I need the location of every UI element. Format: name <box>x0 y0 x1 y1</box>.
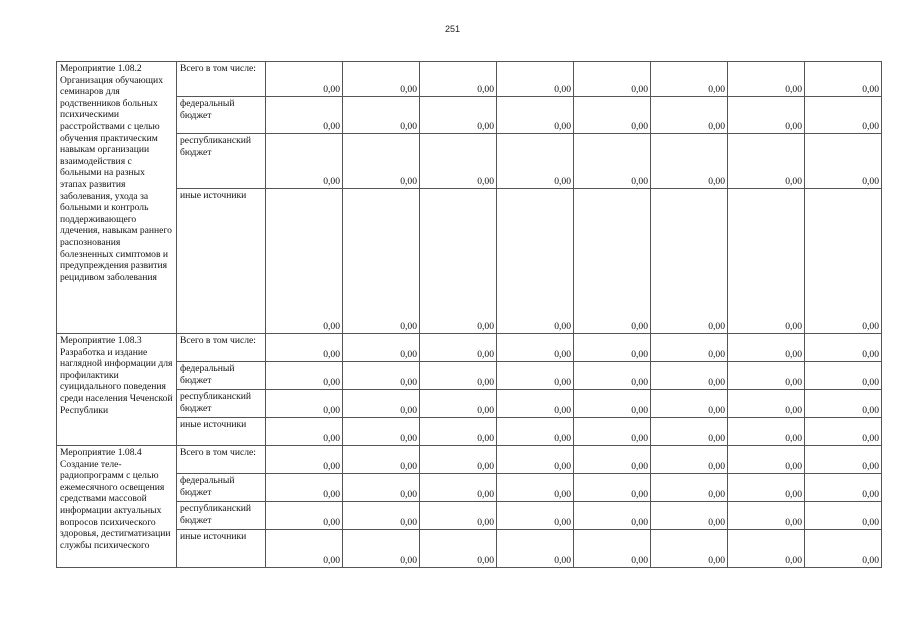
table-row <box>57 62 882 97</box>
event-description: Мероприятие 1.08.4 Создание теле-радиопрограмм с целью ежемесячного освещения средствами массовой информации актуальных вопросов психического здоровья, дестигматизации службы психического <box>57 446 177 568</box>
funding-source: Всего в том числе: <box>177 62 266 97</box>
amount-cell: 0,00 <box>266 62 343 97</box>
amount-cell: 0,00 <box>266 390 343 418</box>
amount-cell: 0,00 <box>728 334 805 362</box>
amount-cell: 0,00 <box>420 97 497 134</box>
amount-cell: 0,00 <box>574 502 651 530</box>
event-description: Мероприятие 1.08.2 Организация обучающих семинаров для родственников больных психическими расстройствами с целью обучения практическим навыкам организации взаимодействия с больными на разных этапах развития заболевания, ухода за больными и контроль поддерживающего лдечения, навыкам раннего распознования болезненных симптомов и предупреждения развития рецидивом заболевания <box>57 62 177 334</box>
amount-cell: 0,00 <box>497 134 574 189</box>
amount-cell: 0,00 <box>651 189 728 334</box>
amount-cell: 0,00 <box>574 418 651 446</box>
amount-cell: 0,00 <box>574 446 651 474</box>
table-row <box>57 362 882 390</box>
table-row <box>57 97 882 134</box>
funding-source: иные источники <box>177 418 266 446</box>
amount-cell: 0,00 <box>420 446 497 474</box>
amount-cell: 0,00 <box>728 530 805 568</box>
amount-cell: 0,00 <box>420 189 497 334</box>
amount-cell: 0,00 <box>497 390 574 418</box>
funding-source: Всего в том числе: <box>177 334 266 362</box>
amount-cell: 0,00 <box>574 134 651 189</box>
amount-cell: 0,00 <box>805 418 882 446</box>
amount-cell: 0,00 <box>266 362 343 390</box>
funding-source: Всего в том числе: <box>177 446 266 474</box>
amount-cell: 0,00 <box>805 189 882 334</box>
amount-cell: 0,00 <box>651 334 728 362</box>
amount-cell: 0,00 <box>266 502 343 530</box>
amount-cell: 0,00 <box>805 334 882 362</box>
amount-cell: 0,00 <box>651 502 728 530</box>
amount-cell: 0,00 <box>497 418 574 446</box>
amount-cell: 0,00 <box>343 334 420 362</box>
amount-cell: 0,00 <box>728 418 805 446</box>
amount-cell: 0,00 <box>266 474 343 502</box>
amount-cell: 0,00 <box>420 390 497 418</box>
amount-cell: 0,00 <box>574 97 651 134</box>
funding-source: федеральный бюджет <box>177 97 266 134</box>
amount-cell: 0,00 <box>420 474 497 502</box>
table-row <box>57 418 882 446</box>
amount-cell: 0,00 <box>728 502 805 530</box>
funding-source: республиканский бюджет <box>177 134 266 189</box>
amount-cell: 0,00 <box>266 418 343 446</box>
amount-cell: 0,00 <box>343 390 420 418</box>
amount-cell: 0,00 <box>574 334 651 362</box>
amount-cell: 0,00 <box>651 97 728 134</box>
amount-cell: 0,00 <box>420 134 497 189</box>
amount-cell: 0,00 <box>343 134 420 189</box>
amount-cell: 0,00 <box>805 62 882 97</box>
amount-cell: 0,00 <box>805 502 882 530</box>
amount-cell: 0,00 <box>574 362 651 390</box>
amount-cell: 0,00 <box>728 189 805 334</box>
amount-cell: 0,00 <box>574 530 651 568</box>
amount-cell: 0,00 <box>497 446 574 474</box>
amount-cell: 0,00 <box>651 62 728 97</box>
funding-source: иные источники <box>177 189 266 334</box>
amount-cell: 0,00 <box>343 189 420 334</box>
amount-cell: 0,00 <box>805 530 882 568</box>
table-row <box>57 334 882 362</box>
amount-cell: 0,00 <box>574 390 651 418</box>
amount-cell: 0,00 <box>651 530 728 568</box>
amount-cell: 0,00 <box>497 62 574 97</box>
amount-cell: 0,00 <box>497 189 574 334</box>
amount-cell: 0,00 <box>343 62 420 97</box>
amount-cell: 0,00 <box>497 334 574 362</box>
amount-cell: 0,00 <box>651 474 728 502</box>
amount-cell: 0,00 <box>574 189 651 334</box>
amount-cell: 0,00 <box>805 446 882 474</box>
funding-source: иные источники <box>177 530 266 568</box>
funding-table <box>56 61 882 568</box>
amount-cell: 0,00 <box>343 530 420 568</box>
amount-cell: 0,00 <box>420 418 497 446</box>
amount-cell: 0,00 <box>728 62 805 97</box>
page-number: 251 <box>444 24 461 34</box>
table-row <box>57 446 882 474</box>
funding-source: республиканский бюджет <box>177 390 266 418</box>
amount-cell: 0,00 <box>805 474 882 502</box>
amount-cell: 0,00 <box>343 446 420 474</box>
amount-cell: 0,00 <box>497 530 574 568</box>
amount-cell: 0,00 <box>728 390 805 418</box>
amount-cell: 0,00 <box>728 134 805 189</box>
funding-source: республиканский бюджет <box>177 502 266 530</box>
event-description: Мероприятие 1.08.3 Разработка и издание наглядной информации для профилактики суицидального поведения среди населения Чеченской Республики <box>57 334 177 446</box>
amount-cell: 0,00 <box>497 97 574 134</box>
amount-cell: 0,00 <box>266 189 343 334</box>
amount-cell: 0,00 <box>728 446 805 474</box>
amount-cell: 0,00 <box>574 62 651 97</box>
funding-table-body <box>57 62 882 568</box>
amount-cell: 0,00 <box>728 474 805 502</box>
amount-cell: 0,00 <box>343 418 420 446</box>
table-row <box>57 530 882 568</box>
amount-cell: 0,00 <box>343 474 420 502</box>
amount-cell: 0,00 <box>651 446 728 474</box>
amount-cell: 0,00 <box>651 362 728 390</box>
funding-source: федеральный бюджет <box>177 474 266 502</box>
amount-cell: 0,00 <box>651 418 728 446</box>
amount-cell: 0,00 <box>805 362 882 390</box>
amount-cell: 0,00 <box>343 97 420 134</box>
amount-cell: 0,00 <box>805 97 882 134</box>
amount-cell: 0,00 <box>497 362 574 390</box>
amount-cell: 0,00 <box>728 97 805 134</box>
amount-cell: 0,00 <box>266 530 343 568</box>
amount-cell: 0,00 <box>266 334 343 362</box>
amount-cell: 0,00 <box>420 530 497 568</box>
amount-cell: 0,00 <box>651 134 728 189</box>
amount-cell: 0,00 <box>266 446 343 474</box>
amount-cell: 0,00 <box>805 390 882 418</box>
amount-cell: 0,00 <box>651 390 728 418</box>
amount-cell: 0,00 <box>497 502 574 530</box>
amount-cell: 0,00 <box>420 62 497 97</box>
amount-cell: 0,00 <box>420 334 497 362</box>
amount-cell: 0,00 <box>343 362 420 390</box>
table-row <box>57 189 882 334</box>
amount-cell: 0,00 <box>497 474 574 502</box>
amount-cell: 0,00 <box>420 362 497 390</box>
amount-cell: 0,00 <box>728 362 805 390</box>
amount-cell: 0,00 <box>266 134 343 189</box>
table-row <box>57 502 882 530</box>
amount-cell: 0,00 <box>574 474 651 502</box>
table-row <box>57 474 882 502</box>
table-row <box>57 134 882 189</box>
amount-cell: 0,00 <box>343 502 420 530</box>
amount-cell: 0,00 <box>805 134 882 189</box>
table-row <box>57 390 882 418</box>
funding-source: федеральный бюджет <box>177 362 266 390</box>
amount-cell: 0,00 <box>420 502 497 530</box>
amount-cell: 0,00 <box>266 97 343 134</box>
